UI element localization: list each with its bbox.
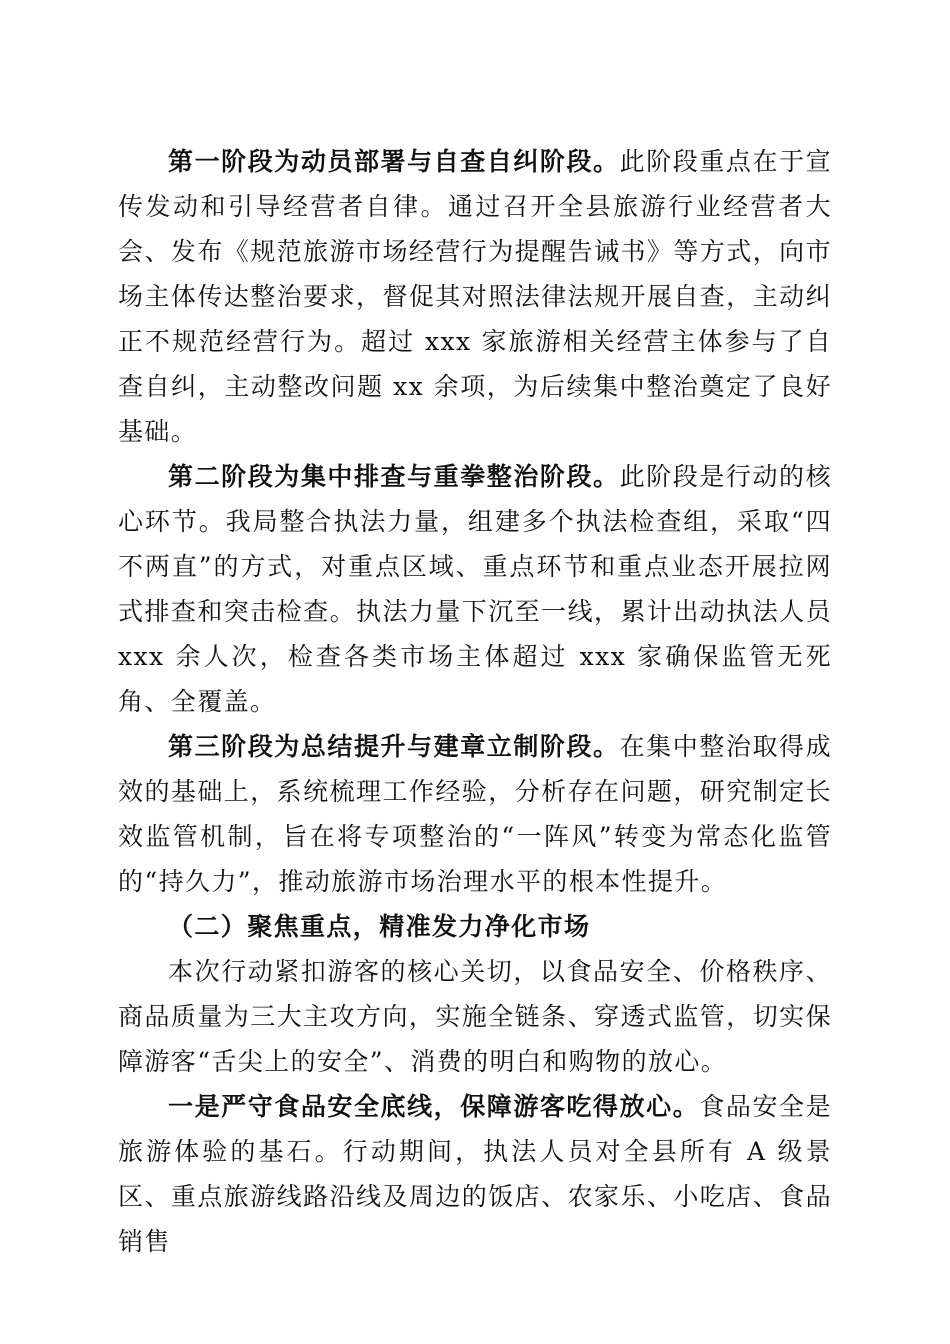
paragraph-phase-three <box>118 724 832 904</box>
paragraph-phase-one-body: 此阶段重点在于宣传发动和引导经营者自律。通过召开全县旅游行业经营者大会、发布《规范旅游市场经营行为提醒告诫书》等方式，向市场主体传达整治要求，督促其对照法律法规开展自查，主动纠正不规范经营行为。超过 xxx 家旅游相关经营主体参与了自查自纠，主动整改问题 xx 余项，为后续集中整治奠定了良好基础。 <box>118 147 832 446</box>
paragraph-intro: 本次行动紧扣游客的核心关切，以食品安全、价格秩序、商品质量为三大主攻方向，实施全链条、穿透式监管，切实保障游客“舌尖上的安全”、消费的明白和购物的放心。 <box>118 957 832 1076</box>
paragraph-food-safety <box>118 1084 832 1264</box>
paragraph-food-safety-lead: 一是严守食品安全底线，保障游客吃得放心。 <box>168 1092 700 1121</box>
paragraph-phase-one <box>118 139 832 454</box>
paragraph-phase-one-lead: 第一阶段为动员部署与自查自纠阶段。 <box>168 147 620 176</box>
document-body <box>118 139 832 1264</box>
paragraph-phase-two-body: 此阶段是行动的核心环节。我局整合执法力量，组建多个执法检查组，采取“四不两直”的方式，对重点区域、重点环节和重点业态开展拉网式排查和突击检查。执法力量下沉至一线，累计出动执法人员 xxx 余人次，检查各类市场主体超过 xxx 家确保监管无死角、全覆盖。 <box>118 462 832 716</box>
paragraph-food-safety-body: 食品安全是旅游体验的基石。行动期间，执法人员对全县所有 A 级景区、重点旅游线路沿线及周边的饭店、农家乐、小吃店、食品销售 <box>118 1092 832 1256</box>
paragraph-phase-three-body: 在集中整治取得成效的基础上，系统梳理工作经验，分析存在问题，研究制定长效监管机制，旨在将专项整治的“一阵风”转变为常态化监管的“持久力”，推动旅游市场治理水平的根本性提升。 <box>118 732 832 896</box>
paragraph-phase-three-lead: 第三阶段为总结提升与建章立制阶段。 <box>168 732 620 761</box>
paragraph-phase-two-lead: 第二阶段为集中排查与重拳整治阶段。 <box>168 462 620 491</box>
paragraph-phase-two <box>118 454 832 724</box>
section-heading: （二）聚焦重点，精准发力净化市场 <box>168 912 591 941</box>
